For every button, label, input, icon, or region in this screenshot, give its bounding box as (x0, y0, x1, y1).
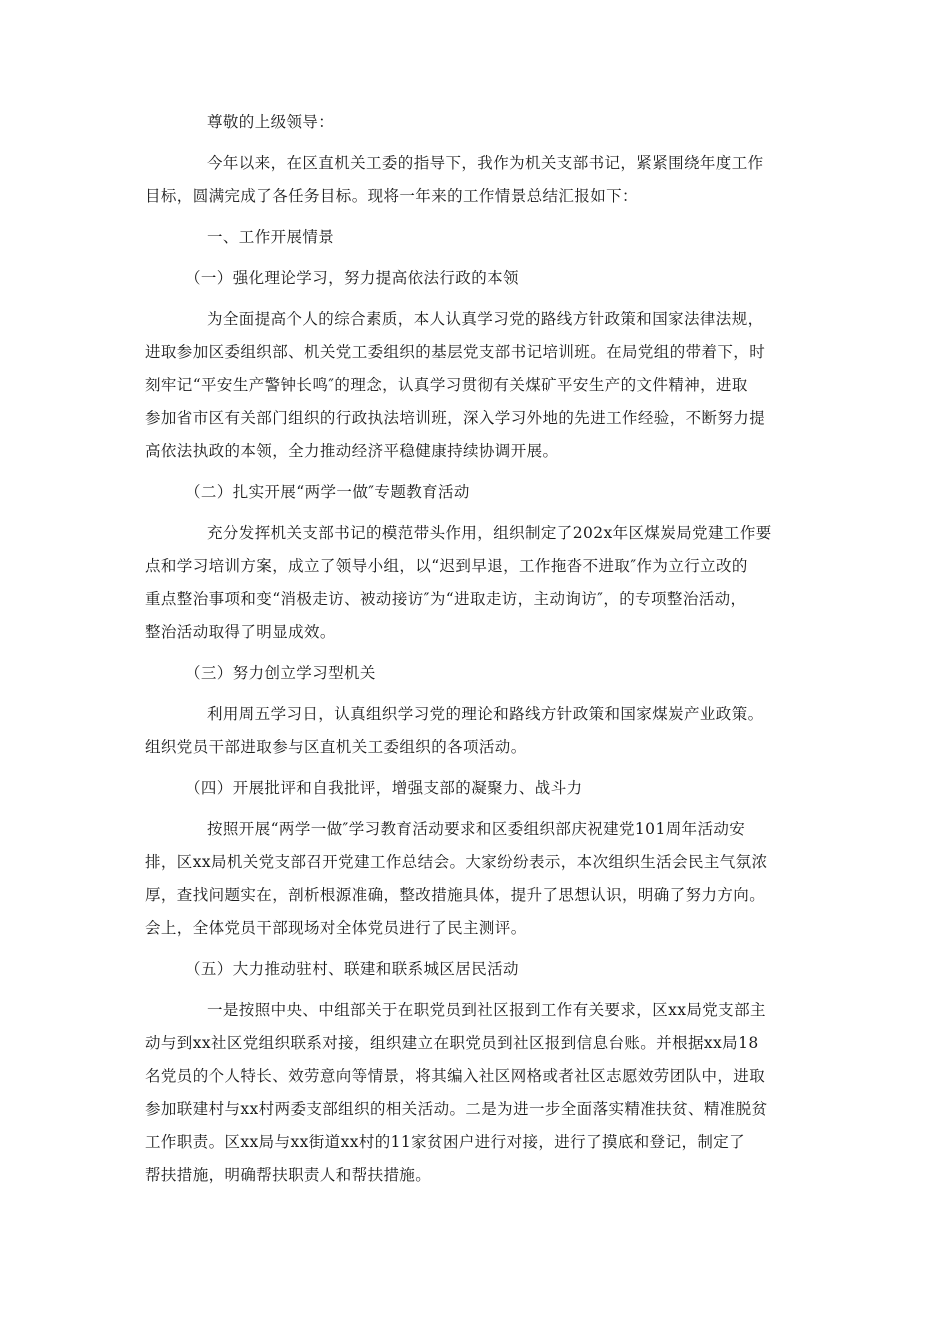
sub3-title: （三）努力创立学习型机关 (185, 664, 376, 682)
sub1-line: 刻牢记“平安生产警钟长鸣″的理念，认真学习贯彻有关煤矿平安生产的文件精神，进取 (145, 376, 748, 394)
sub2-line: 重点整治事项和变“消极走访、被动接访″为“进取走访，主动询访″，的专项整治活动， (145, 590, 747, 608)
sub1-line: 为全面提高个人的综合素质，本人认真学习党的路线方针政策和国家法律法规， (207, 310, 764, 328)
greeting: 尊敬的上级领导： (207, 113, 335, 131)
intro-paragraph (145, 147, 801, 213)
section1-title: 一、工作开展情景 (207, 228, 335, 246)
sub1-line: 进取参加区委组织部、机关党工委组织的基层党支部书记培训班。在局党组的带着下，时 (145, 343, 766, 361)
sub2-line: 充分发挥机关支部书记的模范带头作用，组织制定了202x年区煤炭局党建工作要 (207, 524, 772, 542)
sub1-line: 高依法执政的本领，全力推动经济平稳健康持续协调开展。 (145, 442, 559, 460)
sub5-line: 帮扶措施，明确帮扶职责人和帮扶措施。 (145, 1166, 432, 1184)
sub1-line: 参加省市区有关部门组织的行政执法培训班，深入学习外地的先进工作经验，不断努力提 (145, 409, 766, 427)
sub4-line: 按照开展“两学一做″学习教育活动要求和区委组织部庆祝建党101周年活动安 (207, 820, 746, 838)
sub5-line: 动与到xx社区党组织联系对接，组织建立在职党员到社区报到信息台账。并根据xx局18 (145, 1034, 759, 1052)
sub1-paragraph (145, 303, 801, 468)
sub3-paragraph (145, 698, 801, 764)
sub2-line: 整治活动取得了明显成效。 (145, 623, 336, 641)
sub1-title: （一）强化理论学习，努力提高依法行政的本领 (185, 269, 519, 287)
sub5-line: 名党员的个人特长、效劳意向等情景，将其编入社区网格或者社区志愿效劳团队中，进取 (145, 1067, 766, 1085)
sub4-line: 厚，查找问题实在，剖析根源准确，整改措施具体，提升了思想认识，明确了努力方向。 (145, 886, 766, 904)
sub5-line: 工作职责。区xx局与xx街道xx村的11家贫困户进行对接，进行了摸底和登记，制定了 (145, 1133, 746, 1151)
sub5-line: 一是按照中央、中组部关于在职党员到社区报到工作有关要求，区xx局党支部主 (207, 1001, 766, 1019)
sub4-paragraph (145, 813, 801, 945)
sub2-paragraph (145, 517, 801, 649)
sub3-line: 组织党员干部进取参与区直机关工委组织的各项活动。 (145, 738, 527, 756)
sub5-line: 参加联建村与xx村两委支部组织的相关活动。二是为进一步全面落实精准扶贫、精准脱贫 (145, 1100, 768, 1118)
sub3-line: 利用周五学习日，认真组织学习党的理论和路线方针政策和国家煤炭产业政策。 (207, 705, 764, 723)
sub2-title: （二）扎实开展“两学一做″专题教育活动 (185, 483, 470, 501)
document-page (145, 106, 801, 1200)
sub4-line: 会上，全体党员干部现场对全体党员进行了民主测评。 (145, 919, 527, 937)
sub5-title: （五）大力推动驻村、联建和联系城区居民活动 (185, 960, 519, 978)
sub4-title: （四）开展批评和自我批评，增强支部的凝聚力、战斗力 (185, 779, 583, 797)
sub5-paragraph (145, 994, 801, 1192)
intro-line: 目标，圆满完成了各任务目标。现将一年来的工作情景总结汇报如下： (145, 187, 638, 205)
intro-line: 今年以来，在区直机关工委的指导下，我作为机关支部书记，紧紧围绕年度工作 (207, 154, 764, 172)
sub4-line: 排，区xx局机关党支部召开党建工作总结会。大家纷纷表示，本次组织生活会民主气氛浓 (145, 853, 768, 871)
sub2-line: 点和学习培训方案，成立了领导小组，以“迟到早退，工作拖沓不进取″作为立行立改的 (145, 557, 748, 575)
